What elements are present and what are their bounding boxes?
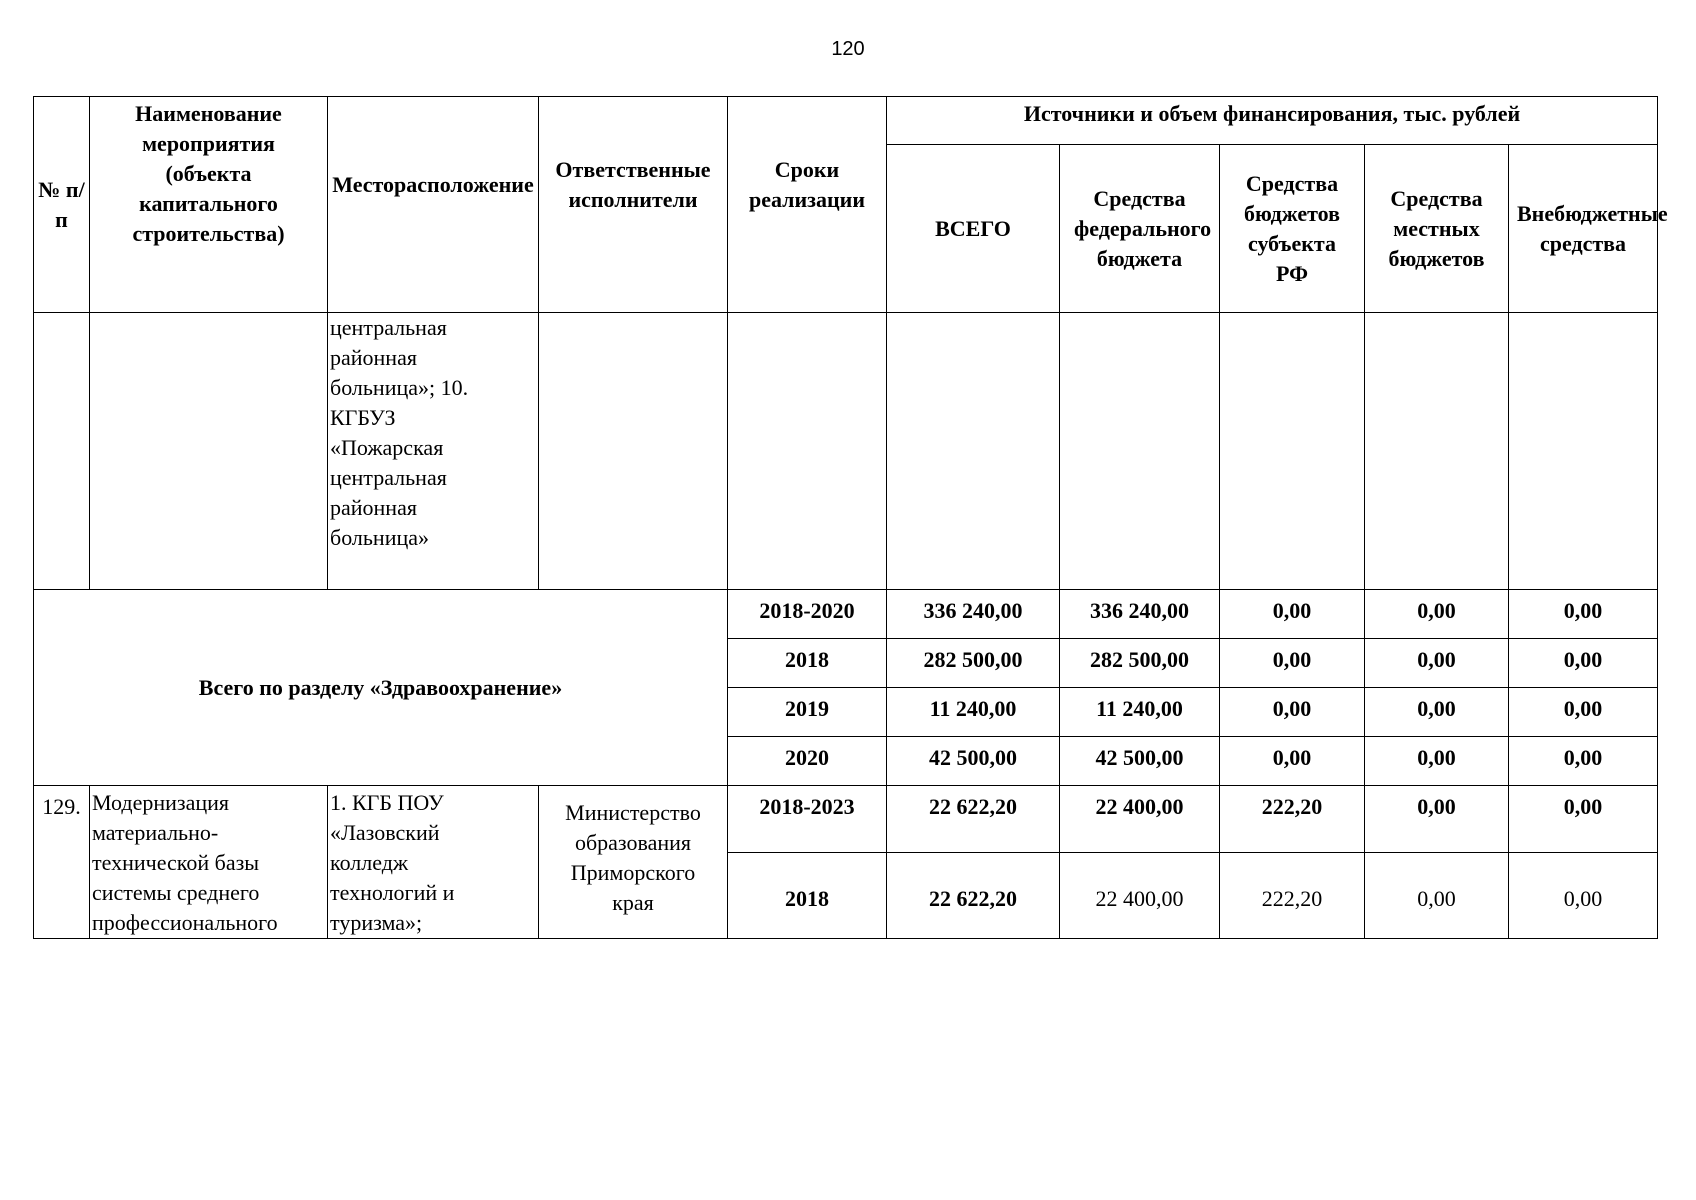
cont-location: центральная районная больница»; 10. КГБУЗ «Пожарская центральная районная больница»: [328, 313, 539, 590]
section-total: 11 240,00: [887, 688, 1060, 737]
item-subject: 222,20: [1220, 786, 1365, 853]
section-extrabudget: 0,00: [1509, 688, 1658, 737]
item-location: 1. КГБ ПОУ «Лазовский колледж технологий и туризма»;: [328, 786, 539, 939]
item-extrabudget: 0,00: [1509, 786, 1658, 853]
cont-name: [90, 313, 328, 590]
item-local: 0,00: [1365, 786, 1509, 853]
cont-responsible: [539, 313, 728, 590]
section-local: 0,00: [1365, 737, 1509, 786]
section-extrabudget: 0,00: [1509, 590, 1658, 639]
section-subject: 0,00: [1220, 639, 1365, 688]
section-period: 2019: [728, 688, 887, 737]
item-period: 2018-2023: [728, 786, 887, 853]
section-total: 42 500,00: [887, 737, 1060, 786]
section-local: 0,00: [1365, 639, 1509, 688]
section-subject: 0,00: [1220, 590, 1365, 639]
item-row: [34, 786, 1658, 853]
cont-federal: [1060, 313, 1220, 590]
section-period: 2020: [728, 737, 887, 786]
section-federal: 42 500,00: [1060, 737, 1220, 786]
cont-subject: [1220, 313, 1365, 590]
section-period: 2018: [728, 639, 887, 688]
section-federal: 282 500,00: [1060, 639, 1220, 688]
item-federal: 22 400,00: [1060, 786, 1220, 853]
header-col-responsible: Ответственные исполнители: [539, 97, 728, 313]
header-col-subject: Средства бюджетов субъекта РФ: [1220, 145, 1365, 313]
section-extrabudget: 0,00: [1509, 737, 1658, 786]
cont-total: [887, 313, 1060, 590]
item-local: 0,00: [1365, 853, 1509, 939]
item-federal: 22 400,00: [1060, 853, 1220, 939]
item-responsible: Министерство образования Приморского края: [539, 786, 728, 939]
item-subject: 222,20: [1220, 853, 1365, 939]
header-col-no: № п/п: [34, 97, 90, 313]
item-period: 2018: [728, 853, 887, 939]
section-federal: 336 240,00: [1060, 590, 1220, 639]
section-federal: 11 240,00: [1060, 688, 1220, 737]
item-total: 22 622,20: [887, 786, 1060, 853]
cont-local: [1365, 313, 1509, 590]
header-row: [34, 97, 1658, 145]
page-number: 120: [831, 38, 865, 60]
item-number: 129.: [34, 786, 90, 939]
cont-terms: [728, 313, 887, 590]
header-col-funding: Источники и объем финансирования, тыс. рублей: [887, 97, 1658, 145]
section-subject: 0,00: [1220, 688, 1365, 737]
section-period: 2018-2020: [728, 590, 887, 639]
header-col-terms: Сроки реализации: [728, 97, 887, 313]
header-col-local: Средства местных бюджетов: [1365, 145, 1509, 313]
section-total: 336 240,00: [887, 590, 1060, 639]
funding-table: [33, 96, 1668, 939]
section-local: 0,00: [1365, 590, 1509, 639]
section-subject: 0,00: [1220, 737, 1365, 786]
header-col-name: Наименование мероприятия (объекта капитального строительства): [90, 97, 328, 313]
continuation-row: [34, 313, 1658, 590]
cont-extrabudget: [1509, 313, 1658, 590]
header-col-location: Месторасположение: [328, 97, 539, 313]
item-name: Модернизация материально-технической базы системы среднего профессионального: [90, 786, 328, 939]
item-total: 22 622,20: [887, 853, 1060, 939]
item-extrabudget: 0,00: [1509, 853, 1658, 939]
section-total-row: [34, 590, 1658, 639]
header-col-extrabudget: Внебюджетные средства: [1509, 145, 1658, 313]
section-total: 282 500,00: [887, 639, 1060, 688]
section-total-label: Всего по разделу «Здравоохранение»: [34, 590, 728, 786]
header-col-federal: Средства федерального бюджета: [1060, 145, 1220, 313]
header-col-total: ВСЕГО: [887, 145, 1060, 313]
cont-no: [34, 313, 90, 590]
section-extrabudget: 0,00: [1509, 639, 1658, 688]
section-local: 0,00: [1365, 688, 1509, 737]
